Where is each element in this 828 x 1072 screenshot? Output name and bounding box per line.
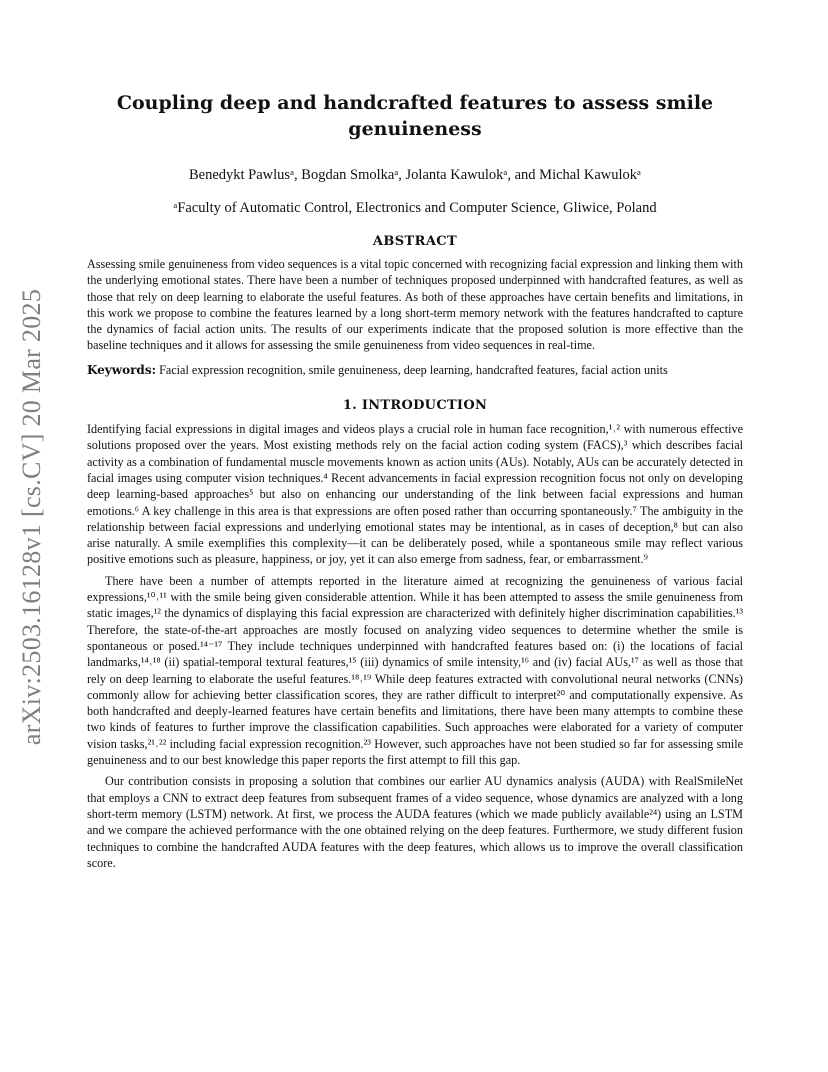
affiliation: ᵃFaculty of Automatic Control, Electronics and Computer Science, Gliwice, Poland	[173, 200, 657, 216]
intro-paragraph-2: There have been a number of attempts reported in the literature aimed at recognizing the genuineness of various facial expressions,¹⁰˒¹¹ with the smile being given considerable attention. While it has been attempted to assess the smile genuineness from static images,¹² the dynamics of displaying this facial expression are characterized with definitely higher discrimination capabilities.¹³ Therefore, the state-of-the-art approaches are mostly focused on analyzing video sequences to determine whether the smile is spontaneous or posed.¹⁴⁻¹⁷ They include techniques underpinned with handcrafted features based on: (i) the locations of facial landmarks,¹⁴˒¹⁸ (ii) spatial-temporal textural features,¹⁵ (iii) dynamics of smile intensity,¹⁶ and (iv) facial AUs,¹⁷ as well as those that rely on deep learning to elaborate the useful features.¹⁸˒¹⁹ While deep features extracted with convolutional neural networks (CNNs) commonly allow for achieving better classification scores, they are rather difficult to interpret²⁰ and computationally expensive. As both handcrafted and deeply-learned features have certain benefits and limitations, there have been many attempts to combine these two kinds of features to further improve the classification capabilities. Such approaches were elaborated for a variety of computer vision tasks,²¹˒²² including facial expression recognition.²³ However, such approaches have not been studied so far for assessing smile genuineness and to our best knowledge this paper reports the first attempt to fill this gap.	[87, 573, 743, 768]
arxiv-stamp	[17, 282, 47, 752]
intro-paragraph-3: Our contribution consists in proposing a solution that combines our earlier AU dynamics analysis (AUDA) with RealSmileNet that employs a CNN to extract deep features from subsequent frames of a video sequence, whose dynamics are analyzed with a long short-term memory (LSTM) network. At first, we process the AUDA features (which we made publicly available²⁴) using an LSTM and we compare the achieved performance with the one obtained relying on the deep features. Furthermore, we study different fusion techniques to combine the handcrafted AUDA features with the deep features, which allows us to improve the overall classification score.	[87, 774, 743, 870]
keywords-label: Keywords:	[87, 362, 157, 377]
intro-paragraph-1: Identifying facial expressions in digital images and videos plays a crucial role in human face recognition,¹˒² with numerous effective solutions proposed over the years. Most existing methods rely on the facial action coding system (FACS),³ which describes facial activity as a combination of fundamental muscle movements known as action units (AUs). Notably, AUs can be accurately detected in facial images using computer vision techniques.⁴ Recent advancements in facial expression recognition focus not only on developing deep learning-based approaches⁵ but also on enhancing our understanding of the link between facial expressions and human emotions.⁶ A key challenge in this area is that expressions are often posed rather than occurring spontaneously.⁷ The ambiguity in the relationship between facial expressions and underlying emotional states may be intentional, as in cases of deception,⁸ but can also arise naturally. A smile exemplifies this complexity—it can be deliberately posed, while a spontaneous smile may reflect various positive emotions such as pleasure, happiness, or joy, yet it can also emerge from sadness, fear, or embarrassment.⁹	[87, 422, 743, 567]
author-list: Benedykt Pawlusᵃ, Bogdan Smolkaᵃ, Jolanta Kawulokᵃ, and Michal Kawulokᵃ	[188, 167, 641, 183]
keywords-text: Facial expression recognition, smile genuineness, deep learning, handcrafted features, facial action units	[159, 362, 668, 377]
paper-title: Coupling deep and handcrafted features to assess smile genuineness	[116, 92, 714, 140]
arxiv-stamp-text: arXiv:2503.16128v1 [cs.CV] 20 Mar 2025	[17, 288, 47, 746]
keywords	[87, 362, 743, 378]
section-heading-introduction: 1. INTRODUCTION	[342, 398, 488, 414]
abstract-text: Assessing smile genuineness from video sequences is a vital topic concerned with recognizing facial expression and linking them with the underlying emotional states. There have been a number of techniques proposed underpinned with handcrafted features, as well as those that rely on deep learning to elaborate the useful features. As both of these approaches have certain benefits and limitations, in this work we propose to combine the features learned by a long short-term memory network with the features handcrafted to capture the dynamics of facial action units. The results of our experiments indicate that the proposed solution is more effective than the baseline techniques and it allows for assessing the smile genuineness from video sequences in real-time.	[87, 257, 743, 353]
abstract-heading: ABSTRACT	[372, 234, 458, 249]
paper-page	[87, 90, 743, 871]
